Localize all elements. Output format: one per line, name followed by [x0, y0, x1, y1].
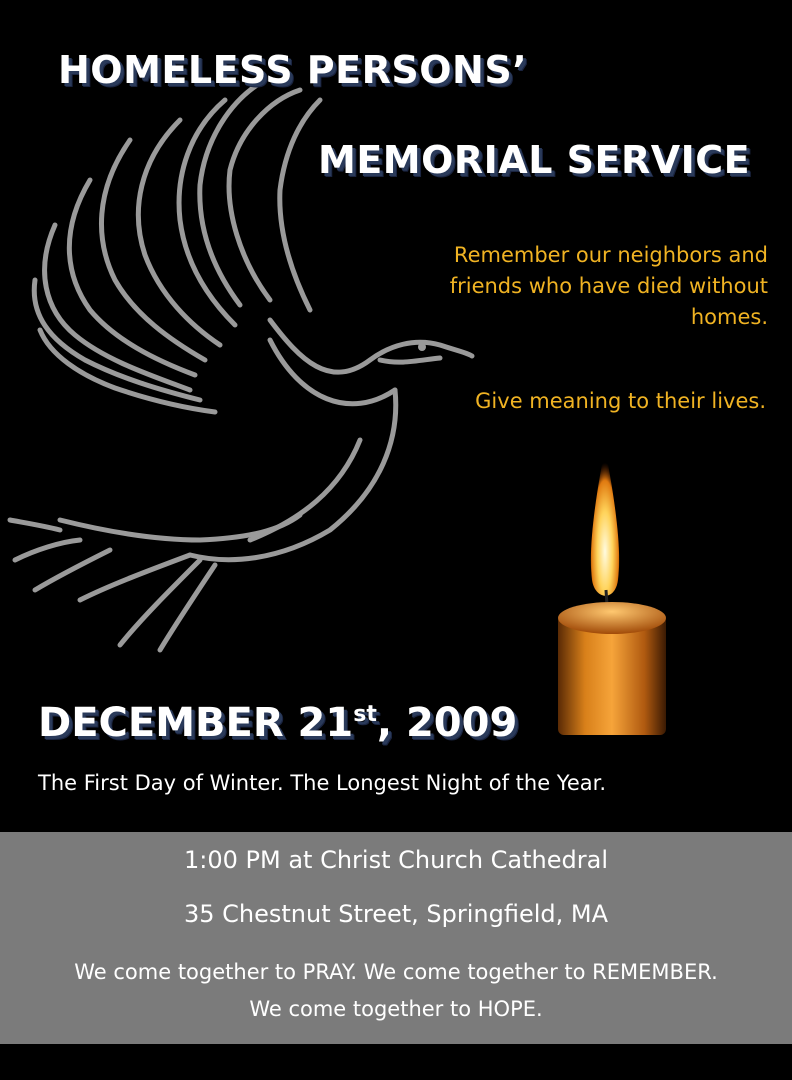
title-line-1: HOMELESS PERSONS’ [58, 48, 528, 92]
date-suffix: st [353, 702, 377, 727]
event-subtitle: The First Day of Winter. The Longest Night of the Year. [38, 771, 606, 795]
closing-line-1: We come together to PRAY. We come together to REMEMBER. [74, 960, 718, 984]
tagline-line-3: homes. [690, 305, 768, 329]
tagline-remember [388, 240, 768, 333]
address: 35 Chestnut Street, Springfield, MA [183, 900, 609, 928]
tagline-line-2: friends who have died without [449, 274, 768, 298]
title-line-2: MEMORIAL SERVICE [318, 138, 751, 182]
candle-icon [540, 440, 680, 740]
tagline-meaning: Give meaning to their lives. [475, 389, 766, 413]
date-year: , 2009 [376, 700, 518, 746]
details-band [0, 832, 792, 1044]
event-date [38, 700, 517, 746]
date-month-day: DECEMBER 21 [38, 700, 354, 746]
closing-line-2: We come together to HOPE. [249, 997, 543, 1021]
time-place: 1:00 PM at Christ Church Cathedral [183, 846, 608, 874]
tagline-line-1: Remember our neighbors and [453, 243, 768, 267]
